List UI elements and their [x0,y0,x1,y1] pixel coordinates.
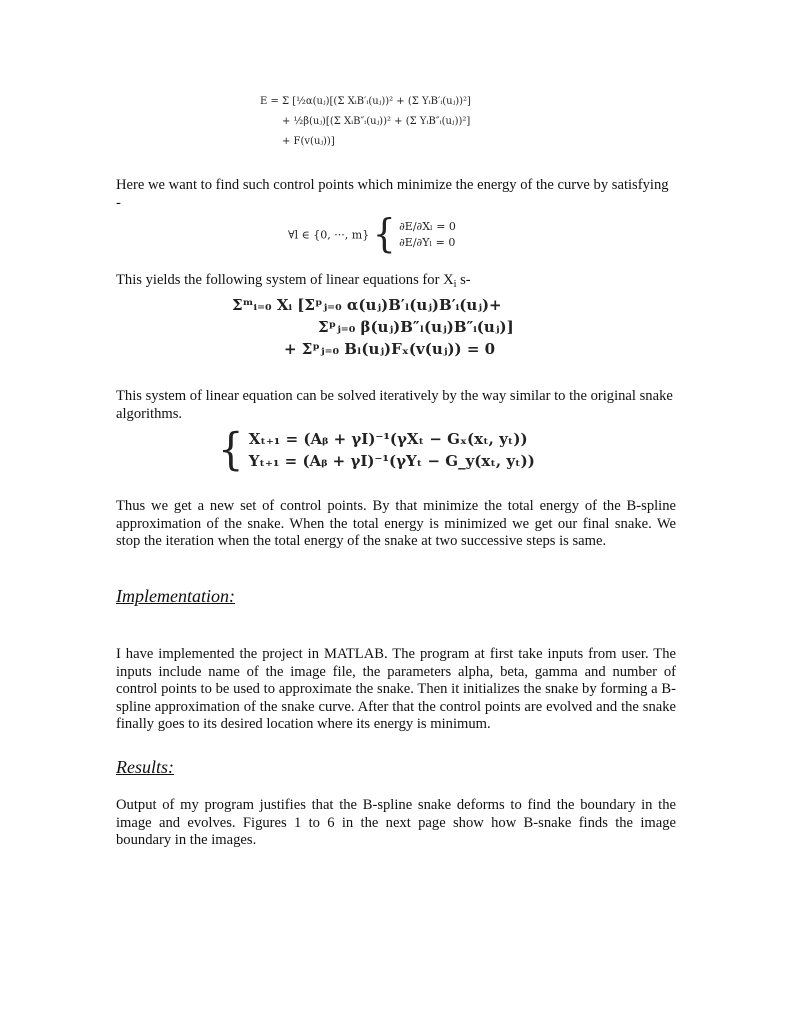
condition-equation [288,211,456,257]
paragraph-new-control-points: Thus we get a new set of control points. By that minimize the total energy of the B-spline approximation of the snake. When the total energy is minimized we get our final snake. We stop the iteration when the total energy of the snake at two successive steps is same. [116,498,676,550]
left-brace: { [372,211,396,257]
heading-results: Results: [116,757,174,777]
energy-equation-line-1: E = Σ [½α(uⱼ)[(Σ XᵢB′ᵢ(uⱼ))² + (Σ YᵢB′ᵢ(uⱼ))²] [260,96,471,107]
paragraph-linear-system-intro [116,272,676,294]
condition-dx: ∂E/∂Xₗ = 0 [399,220,456,233]
paragraph-iterative-solution: This system of linear equation can be solved iteratively by the way similar to the original snake algorithms. [116,388,673,422]
iteration-brace: { [218,424,244,476]
linear-system-line-2: Σᵖⱼ₌₀ β(uⱼ)B″ₗ(uⱼ)B″ᵢ(uⱼ)] [318,318,514,336]
iteration-x: Xₜ₊₁ = (Aᵦ + γI)⁻¹(γXₜ − Gₓ(xₜ, yₜ)) [248,430,528,448]
paragraph-implementation: I have implemented the project in MATLAB. The program at first take inputs from user. The inputs include name of the image file, the parameters alpha, beta, gamma and number of control points to be used to approximate the snake. Then it initializes the snake by forming a B-spline approximation of the snake curve. After that the control points are evolved and the snake finally goes to its desired location where its energy is minimum. [116,646,676,733]
linear-system-line-3: + Σᵖⱼ₌₀ Bₗ(uⱼ)Fₓ(v(uⱼ)) = 0 [284,340,496,358]
iteration-equation [218,424,535,476]
intro-text: This yields the following system of linear equations for X [116,272,454,288]
paragraph-minimize-energy: Here we want to find such control points which minimize the energy of the curve by satisfying - [116,177,669,211]
condition-quantifier: ∀l ∈ {0, ···, m} [288,228,370,242]
condition-dy: ∂E/∂Yₗ = 0 [399,236,456,249]
energy-equation-line-3: + F(v(uⱼ))] [282,136,335,147]
energy-equation [260,92,520,152]
heading-implementation: Implementation: [116,586,235,606]
energy-equation-line-2: + ½β(uⱼ)[(Σ XᵢB″ᵢ(uⱼ))² + (Σ YᵢB″ᵢ(uⱼ))²] [282,116,471,127]
intro-suffix: s- [456,272,471,288]
paragraph-results: Output of my program justifies that the B-spline snake deforms to find the boundary in the image and evolves. Figures 1 to 6 in the next page show how B-snake finds the image boundary in the images. [116,797,676,849]
linear-system-equation [232,294,514,360]
linear-system-line-1: Σᵐᵢ₌₀ Xᵢ [Σᵖⱼ₌₀ α(uⱼ)B′ₗ(uⱼ)B′ᵢ(uⱼ)+ [232,296,502,314]
intro-subscript: i [453,279,457,291]
iteration-y: Yₜ₊₁ = (Aᵦ + γI)⁻¹(γYₜ − G_y(xₜ, yₜ)) [248,452,535,470]
